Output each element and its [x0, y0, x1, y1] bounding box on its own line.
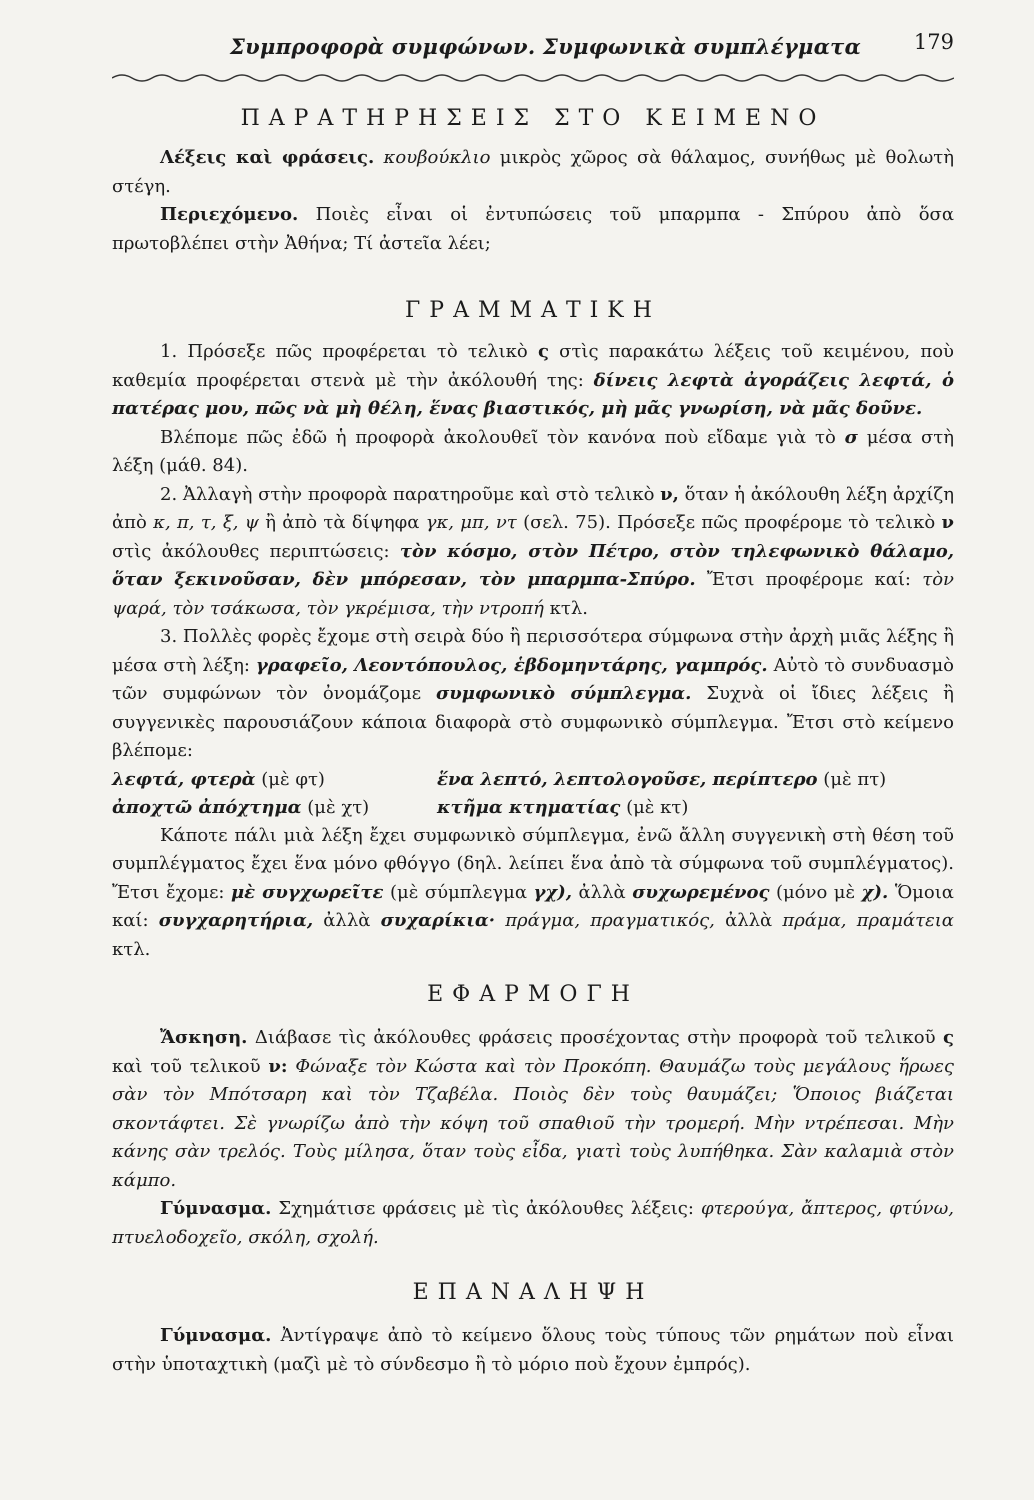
grammar-point-1	[112, 338, 954, 424]
p3-examples: γραφεῖο, Λεοντόπουλος, ἑβδομηντάρης, γαμπρός.	[255, 654, 768, 676]
p1b-sigma: σ	[844, 426, 858, 448]
p4-example-6: πράμα, πραμάτεια	[782, 910, 954, 931]
gym-label: Γύμνασμα.	[160, 1198, 272, 1219]
p3-term: συμφωνικὸ σύμπλεγμα.	[435, 683, 692, 704]
p3-text-a: 3. Πολλὲς φορὲς ἔχομε στὴ σειρὰ δύο ἢ περισσότερα σύμφωνα στὴν ἀρχὴ μιᾶς λέξης ἢ μέσα στὴ λέξη:	[112, 626, 954, 676]
header-wavy-rule	[112, 70, 954, 84]
p4-cluster-gx: γχ),	[533, 881, 573, 903]
row1-right-note: (μὲ πτ)	[823, 768, 887, 790]
p2-text-g: κτλ.	[549, 597, 588, 619]
page-header	[112, 28, 954, 62]
review-heading: ΕΠΑΝΑΛΗΨΗ	[412, 1280, 654, 1305]
content-text: Ποιὲς εἶναι οἱ ἐντυπώσεις τοῦ μπαρμπα - Σπύρου ἀπὸ ὅσα πρωτοβλέπει στὴν Ἀθήνα; Τί ἀστεῖα λέει;	[112, 204, 954, 254]
p4-letter-x: χ).	[861, 881, 889, 903]
exercise-sentences: Φώναξε τὸν Κώστα καὶ τὸν Προκόπη. Θαυμάζω τοὺς μεγάλους ἥρωες σὰν τὸν Μπότσαρη καὶ τὸν Τζαβέλα. Ποιὸς δὲν τοὺς θαυμάζει; Ὅποιος βιάζεται σκοντάφτει. Σὲ γνωρίζω ἀπὸ τὴν κόψη τοῦ σπαθιοῦ τὴν τρομερή. Μὴν ντρέπεσαι. Μὴν κάνης σὰν τρελός. Τοὺς μίλησα, ὅταν τοὺς εἶδα, γιατὶ τοὺς λυπήθηκα. Σὰν καλαμιὰ στὸν κάμπο.	[112, 1055, 954, 1191]
p4-example-1: μὲ συγχωρεῖτε	[230, 881, 384, 903]
cluster-examples-row	[112, 794, 954, 822]
p2-final-nu: ν,	[660, 483, 679, 505]
review-paragraph	[112, 1322, 954, 1379]
p2-text-b: ὅταν ἡ ἀκόλουθη λέξη ἀρχίζη ἀπὸ	[112, 483, 954, 533]
cluster-left-cell	[112, 766, 437, 794]
row2-right-note: (μὲ κτ)	[626, 796, 689, 818]
book-page	[112, 28, 955, 1375]
p1-final-s: ς	[537, 341, 549, 362]
exercise-text-a: Διάβασε τὶς ἀκόλουθες φράσεις προσέχοντας στὴν προφορὰ τοῦ τελικοῦ	[254, 1027, 936, 1048]
p4-example-4: συχαρίκια·	[380, 910, 496, 931]
p2-text-e: στὶς ἀκόλουθες περιπτώσεις:	[112, 540, 390, 562]
row2-right-words: κτῆμα κτηματίας	[437, 796, 621, 818]
row2-left-words: ἀποχτῶ ἀπόχτημα	[112, 796, 302, 818]
grammar-point-1b	[112, 424, 954, 481]
p4-text-b: (μὲ σύμπλεγμα	[389, 881, 527, 903]
grammar-point-2	[112, 481, 954, 624]
observations-section	[112, 104, 954, 258]
row1-left-words: λεφτά, φτερὰ	[112, 768, 256, 790]
content-label: Περιεχόμενο.	[160, 204, 299, 225]
application-heading: ΕΦΑΡΜΟΓΗ	[427, 982, 639, 1007]
cluster-right-cell	[437, 794, 954, 822]
p2-text-c: ἢ ἀπὸ τὰ δίψηφα	[265, 512, 420, 533]
p3-text-b: Αὐτὸ τὸ συνδυασμὸ τῶν συμφώνων τὸν ὀνομάζομε	[112, 654, 955, 704]
exercise-final-nu: ν:	[268, 1055, 288, 1077]
p4-text-e: Ὅμοια καί:	[112, 881, 954, 931]
p4-text-f: ἀλλὰ	[323, 910, 371, 931]
review-gym-label: Γύμνασμα.	[160, 1325, 272, 1346]
gym-text: Σχημάτισε φράσεις μὲ τὶς ἀκόλουθες λέξεις:	[278, 1198, 694, 1219]
row1-left-note: (μὲ φτ)	[261, 768, 325, 790]
p1-text-2: στὶς παρακάτω λέξεις τοῦ κειμένου, ποὺ καθεμία προφέρεται στενὰ μὲ τὴν ἀκόλουθή της:	[112, 341, 954, 391]
row1-right-words: ἕνα λεπτό, λεπτολογοῦσε, περίπτερο	[437, 768, 818, 790]
page-number: 179	[913, 30, 954, 54]
row2-left-note: (μὲ χτ)	[307, 796, 370, 818]
words-label: Λέξεις καὶ φράσεις.	[160, 147, 375, 168]
p4-text-g: ἀλλὰ	[725, 910, 773, 931]
p4-text-a: Κάποτε πάλι μιὰ λέξη ἔχει συμφωνικὸ σύμπλεγμα, ἐνῶ ἄλλη συγγενικὴ στὴ θέση τοῦ συμπλέγματος ἔχει ἕνα μόνο φθόγγο (δηλ. λείπει ἕνα ἀπὸ τὰ σύμφωνα τοῦ συμπλέγματος). Ἔτσι ἔχομε:	[112, 824, 954, 903]
application-section	[112, 980, 954, 1252]
cluster-left-cell	[112, 794, 437, 822]
review-section	[112, 1278, 954, 1379]
exercise-final-s: ς	[943, 1027, 954, 1048]
p4-text-h: κτλ.	[112, 938, 151, 960]
gym-words: φτερούγα, ἄπτερος, φτύνω, πτυελοδοχεῖο, σκόλη, σχολή.	[112, 1198, 954, 1248]
grammar-point-4	[112, 822, 954, 965]
p4-text-d: (μόνο μὲ	[775, 881, 856, 903]
p2-letters: κ, π, τ, ξ, ψ	[153, 512, 259, 533]
grammar-section	[112, 296, 954, 964]
p1b-text-2: μέσα στὴ λέξη (μάθ. 84).	[112, 426, 954, 476]
exercise-paragraph	[112, 1024, 954, 1195]
grammar-point-3	[112, 623, 954, 766]
exercise-label: Ἄσκηση.	[160, 1027, 248, 1048]
p4-example-3: συγχαρητήρια,	[158, 910, 314, 931]
p4-example-5: πράγμα, πραγματικός,	[505, 910, 715, 931]
p1b-text: Βλέπομε πῶς ἐδῶ ἡ προφορὰ ἀκολουθεῖ τὸν κανόνα ποὺ εἴδαμε γιὰ τὸ	[160, 426, 836, 448]
review-gym-text: Ἀντίγραψε ἀπὸ τὸ κείμενο ὅλους τοὺς τύπους τῶν ρημάτων ποὺ εἶναι στὴν ὑποταχτικὴ (μαζὶ μὲ τὸ σύνδεσμο ἢ τὸ μόριο ποὺ ἔχουν ἐμπρός).	[112, 1325, 954, 1375]
observations-heading: ΠΑΡΑΤΗΡΗΣΕΙΣ ΣΤΟ ΚΕΙΜΕΝΟ	[240, 106, 826, 131]
cluster-right-cell	[437, 766, 954, 794]
p2-digraphs: γκ, μπ, ντ	[425, 512, 517, 533]
p2-examples: τὸν κόσμο, στὸν Πέτρο, στὸν τηλεφωνικὸ θάλαμο, ὅταν ξεκινοῦσαν, δὲν μπόρεσαν, τὸν μπαρμπα-Σπύρο.	[112, 540, 954, 590]
p2-final-nu-2: ν	[941, 512, 954, 533]
p2-text-f: Ἔτσι προφέρομε καί:	[706, 569, 911, 590]
content-paragraph	[112, 201, 954, 258]
words-and-phrases-paragraph	[112, 144, 954, 201]
p2-text-a: 2. Ἀλλαγὴ στὴν προφορὰ παρατηροῦμε καὶ στὸ τελικὸ	[160, 483, 655, 505]
p3-text-c: Συχνὰ οἱ ἴδιες λέξεις ἢ συγγενικὲς παρουσιάζουν κάποια διαφορὰ στὸ συμφωνικὸ σύμπλεγμα. Ἔτσι στὸ κείμενο βλέπομε:	[112, 683, 954, 761]
exercise-text-b: καὶ τοῦ τελικοῦ	[112, 1055, 261, 1077]
p4-example-2: συχωρεμένος	[632, 881, 770, 903]
p4-text-c: ἀλλὰ	[578, 881, 626, 903]
p2-text-d: (σελ. 75). Πρόσεξε πῶς προφέρομε τὸ τελικὸ	[523, 512, 936, 533]
grammar-heading: ΓΡΑΜΜΑΤΙΚΗ	[405, 298, 661, 323]
cluster-examples-row	[112, 766, 954, 794]
running-title: Συμπροφορὰ συμφώνων. Συμφωνικὰ συμπλέγματα	[230, 34, 862, 59]
p1-text: 1. Πρόσεξε πῶς προφέρεται τὸ τελικὸ	[160, 341, 528, 362]
gymnasium-paragraph	[112, 1195, 954, 1252]
words-term: κουβούκλιο	[383, 147, 491, 168]
words-text: μικρὸς χῶρος σὰ θάλαμος, συνήθως μὲ θολωτὴ στέγη.	[112, 147, 954, 197]
p1-examples: δίνεις λεφτὰ ἀγοράζεις λεφτά, ὁ πατέρας μου, πῶς νὰ μὴ θέλη, ἕνας βιαστικός, μὴ μᾶς γνωρίση, νὰ μᾶς δοῦνε.	[112, 369, 954, 419]
p2-examples-2: τὸν ψαρά, τὸν τσάκωσα, τὸν γκρέμισα, τὴν ντροπή	[112, 569, 954, 619]
